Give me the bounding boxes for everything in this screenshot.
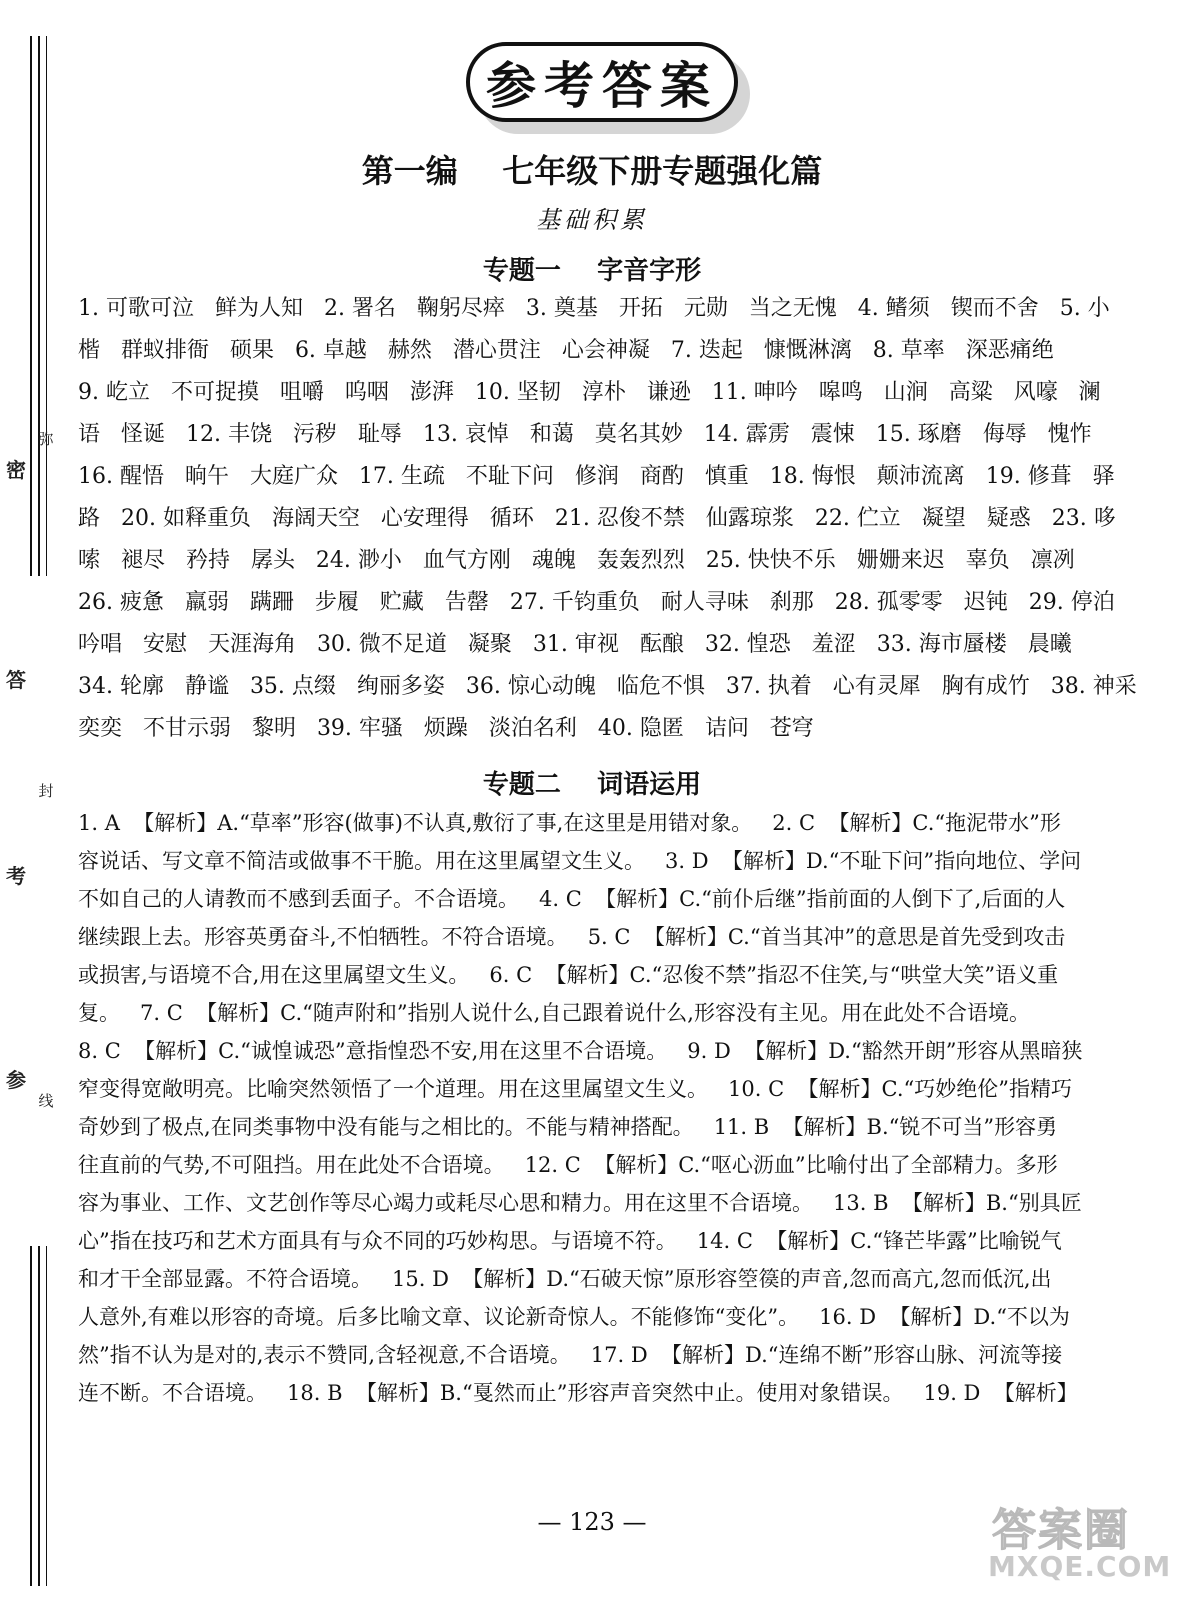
answer-key-title: 参考答案 [486, 57, 718, 115]
binding-line-2 [38, 36, 40, 576]
answer-line: 复。 7. C 【解析】C.“随声附和”指别人说什么,自己跟着说什么,形容没有主见。用在此处不合语境。 [78, 1001, 1030, 1025]
answer-line: 路 20. 如释重负 海阔天空 心安理得 循环 21. 忍俊不禁 仙露琼浆 22. 伫立 凝望 疑惑 23. 哆 [78, 506, 1116, 531]
answer-line: 34. 轮廓 静谧 35. 点缀 绚丽多姿 36. 惊心动魄 临危不惧 37. 执着 心有灵犀 胸有成竹 38. 神采 [78, 674, 1137, 699]
answer-line: 容说话、写文章不简洁或做事不干脆。用在这里属望文生义。 3. D 【解析】D.“不耻下问”指向地位、学问 [78, 849, 1082, 873]
topic2-answers [78, 804, 1138, 1412]
part-title: 第一编 七年级下册专题强化篇 [361, 152, 823, 190]
page-number: — 123 — [537, 1508, 647, 1536]
topic1-answers [78, 288, 1138, 750]
answer-line: 语 怪诞 12. 丰饶 污秽 耻辱 13. 哀悼 和蔼 莫名其妙 14. 霹雳 震悚 15. 琢磨 侮辱 愧怍 [78, 422, 1092, 447]
answer-line: 继续跟上去。形容英勇奋斗,不怕牺牲。不符合语境。 5. C 【解析】C.“首当其冲”的意思是首先受到攻击 [78, 925, 1066, 949]
answer-line: 奕奕 不甘示弱 黎明 39. 牢骚 烦躁 淡泊名利 40. 隐匿 诘问 苍穹 [78, 716, 814, 741]
binding-label-can: 参 [6, 1068, 26, 1092]
binding-label-da: 答 [6, 668, 26, 692]
binding-line-1 [30, 36, 32, 576]
answer-line: 和才干全部显露。不符合语境。 15. D 【解析】D.“石破天惊”原形容箜篌的声音,忽而高亢,忽而低沉,出 [78, 1267, 1052, 1291]
answer-line: 人意外,有难以形容的奇境。后多比喻文章、议论新奇惊人。不能修饰“变化”。 16. D 【解析】D.“不以为 [78, 1305, 1070, 1329]
binding-line-3 [46, 36, 47, 576]
section-title: 基础积累 [536, 206, 648, 234]
binding-label-mi: 密 [6, 458, 26, 482]
topic2-title: 专题二 词语运用 [482, 770, 702, 800]
answer-line: 楷 群蚁排衙 硕果 6. 卓越 赫然 潜心贯注 心会神凝 7. 迭起 慷慨淋漓 8. 草率 深恶痛绝 [78, 338, 1054, 363]
answer-line: 8. C 【解析】C.“诚惶诚恐”意指惶恐不安,用在这里不合语境。 9. D 【解析】D.“豁然开朗”形容从黑暗狭 [78, 1039, 1083, 1063]
watermark-text: 答案圈 [992, 1505, 1130, 1556]
answer-line: 往直前的气势,不可阻挡。用在此处不合语境。 12. C 【解析】C.“呕心沥血”比喻付出了全部精力。多形 [78, 1153, 1058, 1177]
watermark-url: MXQE.COM [988, 1550, 1172, 1583]
answer-line: 不如自己的人请教而不感到丢面子。不合语境。 4. C 【解析】C.“前仆后继”指前面的人倒下了,后面的人 [78, 887, 1066, 911]
answer-line: 心”指在技巧和艺术方面具有与众不同的巧妙构思。与语境不符。 14. C 【解析】C.“锋芒毕露”比喻锐气 [78, 1229, 1062, 1253]
topic1-title: 专题一 字音字形 [482, 256, 702, 286]
answer-line: 9. 屹立 不可捉摸 咀嚼 呜咽 澎湃 10. 坚韧 淳朴 谦逊 11. 呻吟 嗥鸣 山涧 高粱 风嚎 澜 [78, 380, 1101, 405]
answer-line: 窄变得宽敞明亮。比喻突然领悟了一个道理。用在这里属望文生义。 10. C 【解析】C.“巧妙绝伦”指精巧 [78, 1077, 1072, 1101]
answer-line: 然”指不认为是对的,表示不赞同,含轻视意,不合语境。 17. D 【解析】D.“连绵不断”形容山脉、河流等接 [78, 1343, 1063, 1367]
binding-label-kao: 考 [6, 864, 26, 888]
binding-label-xian: 线 [38, 1092, 54, 1110]
answer-line: 1. 可歌可泣 鲜为人知 2. 署名 鞠躬尽瘁 3. 奠基 开拓 元勋 当之无愧 4. 鳍须 锲而不舍 5. 小 [78, 296, 1110, 321]
binding-label-mi2: 弥 [38, 430, 54, 448]
answer-line: 连不断。不合语境。 18. B 【解析】B.“戛然而止”形容声音突然中止。使用对象错误。 19. D 【解析】 [78, 1381, 1078, 1405]
answer-line: 容为事业、工作、文艺创作等尽心竭力或耗尽心思和精力。用在这里不合语境。 13. B 【解析】B.“别具匠 [78, 1191, 1082, 1215]
answer-key-banner-box [466, 42, 738, 122]
answer-key-banner [466, 42, 748, 130]
answer-line: 26. 疲惫 羸弱 蹒跚 步履 贮藏 告罄 27. 千钧重负 耐人寻味 刹那 28. 孤零零 迟钝 29. 停泊 [78, 590, 1115, 615]
answer-line: 奇妙到了极点,在同类事物中没有能与之相比的。不能与精神搭配。 11. B 【解析】B.“锐不可当”形容勇 [78, 1115, 1058, 1139]
answer-line: 或损害,与语境不合,用在这里属望文生义。 6. C 【解析】C.“忍俊不禁”指忍不住笑,与“哄堂大笑”语义重 [78, 963, 1059, 987]
binding-label-feng: 封 [38, 782, 54, 800]
answer-line: 嗦 褪尽 矜持 孱头 24. 渺小 血气方刚 魂魄 轰轰烈烈 25. 快快不乐 姗姗来迟 辜负 凛冽 [78, 548, 1075, 573]
answer-line: 吟唱 安慰 天涯海角 30. 微不足道 凝聚 31. 审视 酝酿 32. 惶恐 羞涩 33. 海市蜃楼 晨曦 [78, 632, 1072, 657]
answer-line: 16. 醒悟 晌午 大庭广众 17. 生疏 不耻下问 修润 商酌 慎重 18. 悔恨 颠沛流离 19. 修葺 驿 [78, 464, 1115, 489]
answer-line: 1. A 【解析】A.“草率”形容(做事)不认真,敷衍了事,在这里是用错对象。 2. C 【解析】C.“拖泥带水”形 [78, 811, 1061, 835]
